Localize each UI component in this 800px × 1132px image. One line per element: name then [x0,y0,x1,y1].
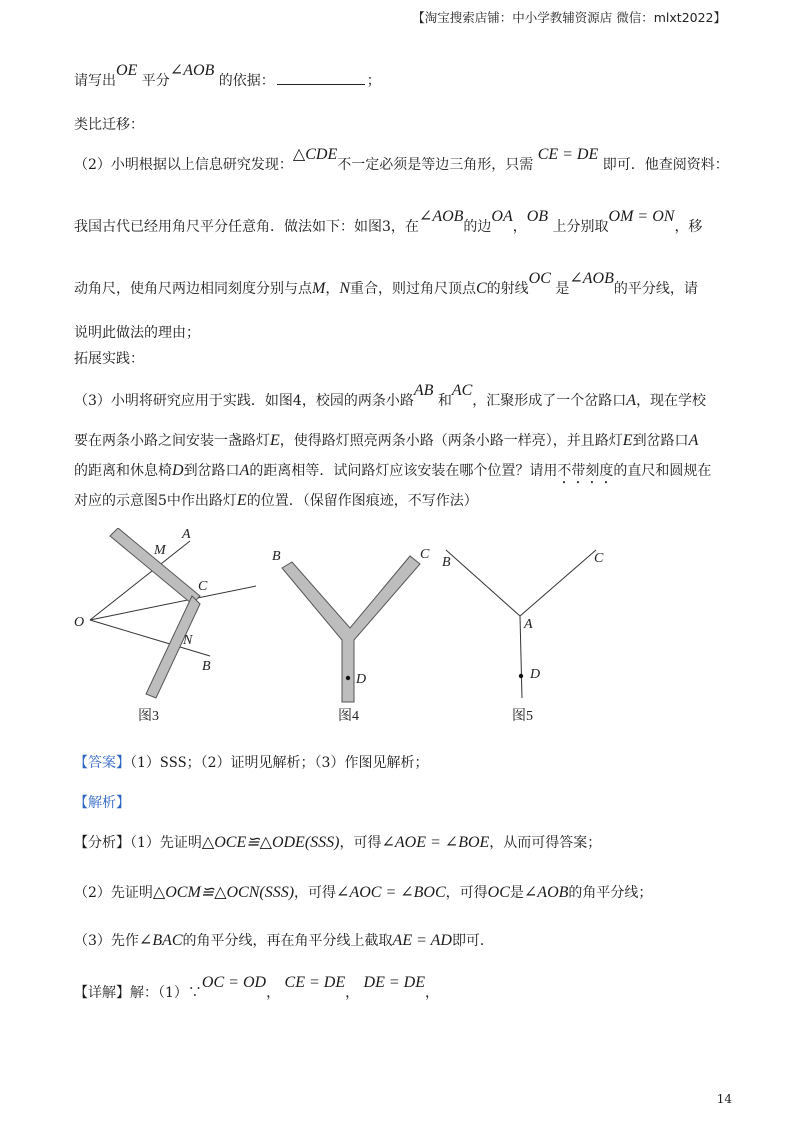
text: ，现在学校 [636,393,707,409]
fenxi-line-3 [74,930,726,952]
fenxi-line-1 [74,832,726,854]
text: 解：（1） [130,985,188,1001]
math-angle-aob: ∠AOB [418,208,464,225]
text: （1）先证明 [130,835,202,851]
text: 对应的示意图5中作出路灯 [74,493,237,509]
text: （1） [130,755,160,771]
label-o: O [74,615,85,630]
y-shaped-path [282,556,420,702]
math-oc-od: OC = OD [201,974,267,991]
text: 上分别取 [552,219,609,235]
text: ，可得 [445,885,488,901]
fenxi-line-2 [74,882,726,904]
answer-blank[interactable] [277,70,365,85]
because-symbol: ∵ [187,985,202,1001]
math-ac: AC [451,382,473,399]
math-angle-aob: ∠AOB [569,270,614,287]
math-a: A [239,462,250,479]
text: （2）小明根据以上信息研究发现： [74,157,293,173]
math-congruence: △OCE≌△ODE(SSS) [201,834,340,851]
math-angle-eq: ∠AOE = ∠BOE [381,834,490,851]
text: 要在两条小路之间安装一盏路灯 [74,433,270,449]
label-m: M [154,543,166,558]
math-c: C [476,280,487,297]
label-b: B [202,659,211,674]
text: 是 [509,885,524,901]
text: ，可得 [294,885,337,901]
text: 的距离和休息椅 [74,463,172,479]
text: ，可得 [339,835,382,851]
text-line-5 [74,270,726,300]
math-ce-de: CE = DE [537,146,599,163]
math-ae-ad: AE = AD [392,932,452,949]
label-b: B [442,555,451,570]
text: ； [366,73,381,89]
figures-row [60,528,740,728]
text: 即可． [451,933,494,949]
ray-oc [90,586,256,620]
text-line-10 [74,460,726,487]
math-angle-bac: ∠BAC [138,932,183,949]
figure-5 [442,550,604,724]
text: 到岔路口 [632,433,689,449]
label-a: A [524,617,533,632]
text: 和 [437,393,452,409]
text-line-6: 说明此做法的理由； [74,325,200,341]
bench-dot [346,676,350,680]
math-oe: OE [116,62,138,79]
answer-tag: 【答案】 [74,755,130,771]
math-de-de: DE = DE [363,974,425,991]
math-d: D [172,462,184,479]
math-a: A [626,392,637,409]
math-a: A [688,432,699,449]
text-line-9 [74,430,726,452]
point-d [519,674,523,678]
text: 的角平分线； [568,885,653,901]
text: 是 [555,281,570,297]
math-triangle-cde: △CDE [292,146,338,163]
page-number: 14 [716,1092,732,1106]
text: 的直尺和圆规在 [613,463,712,479]
math-ob: OB [526,208,549,225]
text: ， [512,219,527,235]
text: ， [325,281,340,297]
text: 重合，则过角尺顶点 [350,281,476,297]
figure-3 [74,528,256,724]
text: ，汇聚形成了一个岔路口 [472,393,627,409]
text: （3）先作 [74,933,139,949]
label-d: D [356,672,367,687]
text-line-4 [74,208,726,238]
text: ，使得路灯照亮两条小路（两条小路一样亮），并且路灯 [279,433,623,449]
text: （3）小明将研究应用于实践．如图4，校园的两条小路 [74,393,414,409]
math-e: E [270,432,280,449]
caption-fig5: 图5 [512,709,533,724]
text: （2）先证明 [74,885,153,901]
text: 不一定必须是等边三角形，只需 [337,157,534,173]
path-ad [520,616,522,698]
analysis-tag: 【解析】 [74,795,130,811]
text: ；（2）证明见解析；（3）作图见解析； [186,755,429,771]
text: 的边 [463,219,492,235]
label-c: C [420,547,430,562]
math-oc: OC [487,884,510,901]
math-angle-aob: ∠AOB [523,884,569,901]
path-ac [520,550,596,616]
label-d: D [530,667,541,682]
math-oa: OA [491,208,513,225]
math-sss: SSS [159,754,187,771]
page-header: 【淘宝搜索店铺：中小学教辅资源店 微信：mlxt2022】 [412,10,726,25]
caption-fig4: 图4 [338,709,359,724]
figure-4 [272,547,430,724]
text: 的平分线，请 [613,281,698,297]
text-line-8 [74,382,726,412]
text: 平分 [141,73,170,89]
xiangjie-line [74,974,726,1004]
emphasized-text: 不带刻度 [557,463,614,479]
fenxi-tag: 【分析】 [74,835,130,851]
xiangjie-tag: 【详解】 [74,985,130,1001]
text: 的射线 [486,281,529,297]
text-line-7: 拓展实践： [74,351,144,367]
text: 的依据： [218,73,275,89]
text: 的距离相等．试问路灯应该安装在哪个位置？请用 [249,463,558,479]
math-ab: AB [413,382,434,399]
text: 请写出 [74,73,116,89]
text: 的角平分线，再在角平分线上截取 [182,933,393,949]
path-ab [446,550,520,616]
math-e: E [622,432,633,449]
caption-fig3: 图3 [138,709,159,724]
text-line-3 [74,146,729,176]
text: ，移 [674,219,703,235]
math-e: E [236,492,247,509]
math-n: N [339,280,350,297]
text: 到岔路口 [183,463,240,479]
math-angle-eq: ∠AOC = ∠BOC [336,884,446,901]
label-b: B [272,549,281,564]
text-line-1 [74,62,726,92]
text-line-2: 类比迁移： [74,117,144,133]
text: 的位置．（保留作图痕迹，不写作法） [246,493,478,509]
text: 动角尺，使角尺两边相同刻度分别与点 [74,281,312,297]
text: 我国古代已经用角尺平分任意角．做法如下：如图3，在 [74,219,419,235]
math-ce-de: CE = DE [284,974,346,991]
math-m: M [312,280,326,297]
text: ， [425,985,439,1001]
math-congruence: △OCM≌△OCN(SSS) [152,884,295,901]
math-angle-aob: ∠AOB [169,62,215,79]
label-c: C [594,551,604,566]
text: ， [266,985,281,1001]
math-om-on: OM = ON [608,208,675,225]
label-c: C [198,579,208,594]
math-oc: OC [528,270,551,287]
answer-line [74,752,726,774]
text: ，从而可得答案； [489,835,602,851]
text-line-11 [74,490,726,512]
text: 即可．他查阅资料： [602,157,729,173]
label-a: A [182,528,191,542]
text: ， [345,985,360,1001]
label-n: N [183,633,193,648]
